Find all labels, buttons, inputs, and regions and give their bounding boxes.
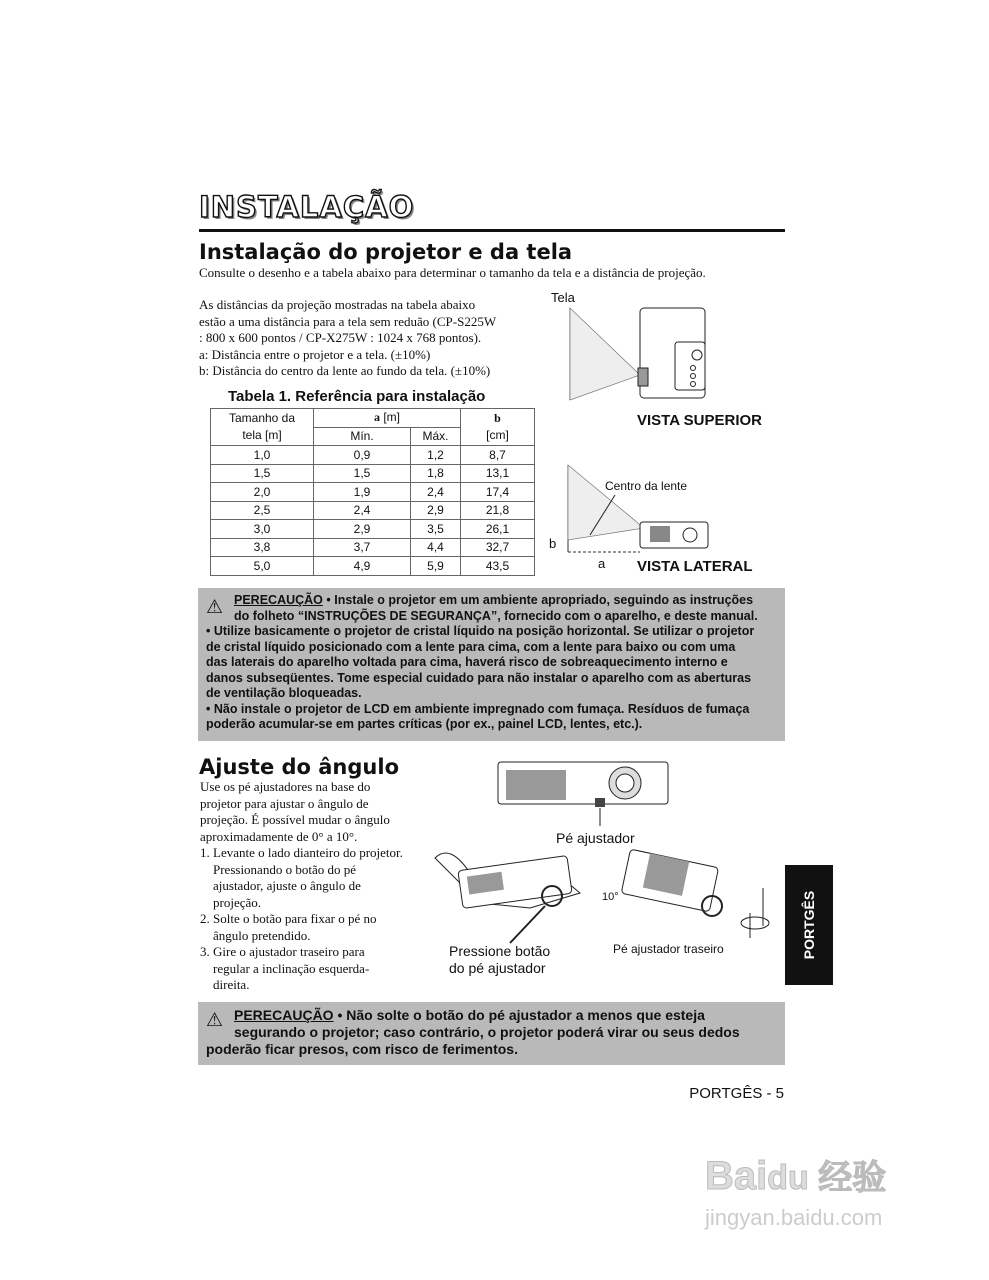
para-line: estão a uma distância para a tela sem reduão (CP-S225W: [199, 313, 497, 329]
table-cell: 3,8: [211, 538, 314, 557]
table-row: [211, 538, 535, 557]
a-label: a: [598, 556, 606, 571]
side-view-label: VISTA LATERAL: [637, 558, 753, 575]
section-heading-installation: Instalação do projetor e da tela: [199, 240, 573, 264]
warning-icon: ⚠: [206, 597, 224, 618]
para-line: a: Distância entre o projetor e a tela. (±10%): [199, 346, 431, 362]
table-cell: 2,4: [314, 501, 411, 520]
table-cell: 5,0: [211, 557, 314, 576]
table-cell: 3,7: [314, 538, 411, 557]
installation-table: [210, 408, 535, 576]
section-heading-angle: Ajuste do ângulo: [199, 755, 399, 779]
angle-instructions: Use os pé ajustadores na base do projetor para ajustar o ângulo de projeção. É possível mudar o ângulo aproximadamente de 0° a 10°. 1. Levante o lado dianteiro do projetor. Pressionando o botão do pé ajustador, ajuste o ângulo de projeção. 2. Solte o botão para fixar o pé no ângulo pretendido. 3. Gire o ajustador traseiro para regular a inclinação esquerda- direita.: [200, 779, 435, 994]
table-cell: 2,9: [411, 501, 461, 520]
page-footer: PORTGÊS - 5: [689, 1085, 784, 1102]
table-cell: 2,5: [211, 501, 314, 520]
para-line: As distâncias da projeção mostradas na tabela abaixo: [199, 297, 476, 312]
distance-note: [199, 297, 496, 380]
top-view-label: VISTA SUPERIOR: [637, 412, 763, 429]
table-cell: 1,5: [211, 464, 314, 483]
rear-foot-label: Pé ajustador traseiro: [613, 942, 724, 956]
degree-label: 10°: [602, 891, 619, 903]
table-cell: 1,2: [411, 446, 461, 465]
top-view-diagram: [560, 300, 720, 410]
lens-center-label: Centro da lente: [605, 479, 688, 493]
table-cell: 4,4: [411, 538, 461, 557]
table-cell: 2,9: [314, 520, 411, 539]
table-row: [211, 520, 535, 539]
para-line: b: Distância do centro da lente ao fundo da tela. (±10%): [199, 363, 491, 378]
step-2: 2. Solte o botão para fixar o pé no ângulo pretendido.: [200, 911, 377, 943]
table-cell: 1,8: [411, 464, 461, 483]
table-cell: 21,8: [461, 501, 535, 520]
warning-icon: ⚠: [206, 1010, 224, 1031]
table-row: [211, 501, 535, 520]
caution-box-2: ⚠ PERECAUÇÃO • Não solte o botão do pé ajustador a menos que esteja segurando o projetor; caso contrário, o projetor poderá virar ou seus dedos poderão ficar presos, com risco de ferimentos.: [198, 1002, 785, 1065]
table-row: [211, 446, 535, 465]
intro-text: Consulte o desenho e a tabela abaixo para determinar o tamanho da tela e a distância de projeção.: [199, 265, 706, 280]
header-a: a [m]: [314, 409, 461, 428]
table-row: [211, 483, 535, 502]
watermark-url: jingyan.baidu.com: [705, 1205, 883, 1230]
side-view-diagram: [560, 460, 720, 560]
table-cell: 4,9: [314, 557, 411, 576]
table-cell: 0,9: [314, 446, 411, 465]
table-caption: Tabela 1. Referência para instalação: [228, 388, 486, 405]
adjuster-illustrations: [430, 758, 780, 948]
table-cell: 1,5: [314, 464, 411, 483]
b-label: b: [549, 536, 557, 551]
table-cell: 13,1: [461, 464, 535, 483]
step-3: 3. Gire o ajustador traseiro para regular a inclinação esquerda- direita.: [200, 944, 370, 992]
foot-label: Pé ajustador: [556, 830, 635, 846]
press-label: Pressione botão do pé ajustador: [449, 943, 551, 976]
table-cell: 26,1: [461, 520, 535, 539]
table-cell: 2,0: [211, 483, 314, 502]
table-cell: 3,5: [411, 520, 461, 539]
header-min: Mín.: [314, 427, 411, 446]
header-size: Tamanho da tela [m]: [211, 409, 314, 446]
table-row: [211, 557, 535, 576]
page-title: INSTALAÇÃO: [199, 190, 415, 224]
table-cell: 3,0: [211, 520, 314, 539]
table-cell: 2,4: [411, 483, 461, 502]
screen-label: Tela: [551, 290, 575, 305]
table-cell: 1,0: [211, 446, 314, 465]
para-line: : 800 x 600 pontos / CP-X275W : 1024 x 768 pontos).: [199, 330, 482, 345]
table-cell: 8,7: [461, 446, 535, 465]
header-max: Máx.: [411, 427, 461, 446]
table-cell: 1,9: [314, 483, 411, 502]
table-cell: 17,4: [461, 483, 535, 502]
table-row: [211, 464, 535, 483]
baidu-watermark-logo: Baidu 经验: [705, 1154, 887, 1198]
title-rule: [199, 229, 785, 232]
table-cell: 5,9: [411, 557, 461, 576]
caution-box-1: ⚠ PERECAUÇÃO • Instale o projetor em um ambiente apropriado, seguindo as instruções do folheto “INSTRUÇÕES DE SEGURANÇA”, fornecido com o aparelho, e deste manual. • Utilize basicamente o projetor de cristal líquido na posição horizontal. Se utilizar o projetor de cristal líquido posicionado com a lente para cima, com a lente para baixo ou com uma das laterais do aparelho voltada para cima, haverá risco de sobreaquecimento interno e danos subseqüentes. Tome especial cuidado para não instalar o aparelho com as aberturas de ventilação bloqueadas. • Não instale o projetor de LCD em ambiente impregnado com fumaça. Resíduos de fumaça poderão acumular-se em partes críticas (por ex., painel LCD, lentes, etc.).: [198, 588, 785, 741]
table-cell: 32,7: [461, 538, 535, 557]
step-1: 1. Levante o lado dianteiro do projetor. Pressionando o botão do pé ajustador, ajuste o ângulo de projeção.: [200, 845, 403, 910]
table-cell: 43,5: [461, 557, 535, 576]
language-tab: PORTGÊS: [785, 865, 833, 985]
header-b: b [cm]: [461, 409, 535, 446]
